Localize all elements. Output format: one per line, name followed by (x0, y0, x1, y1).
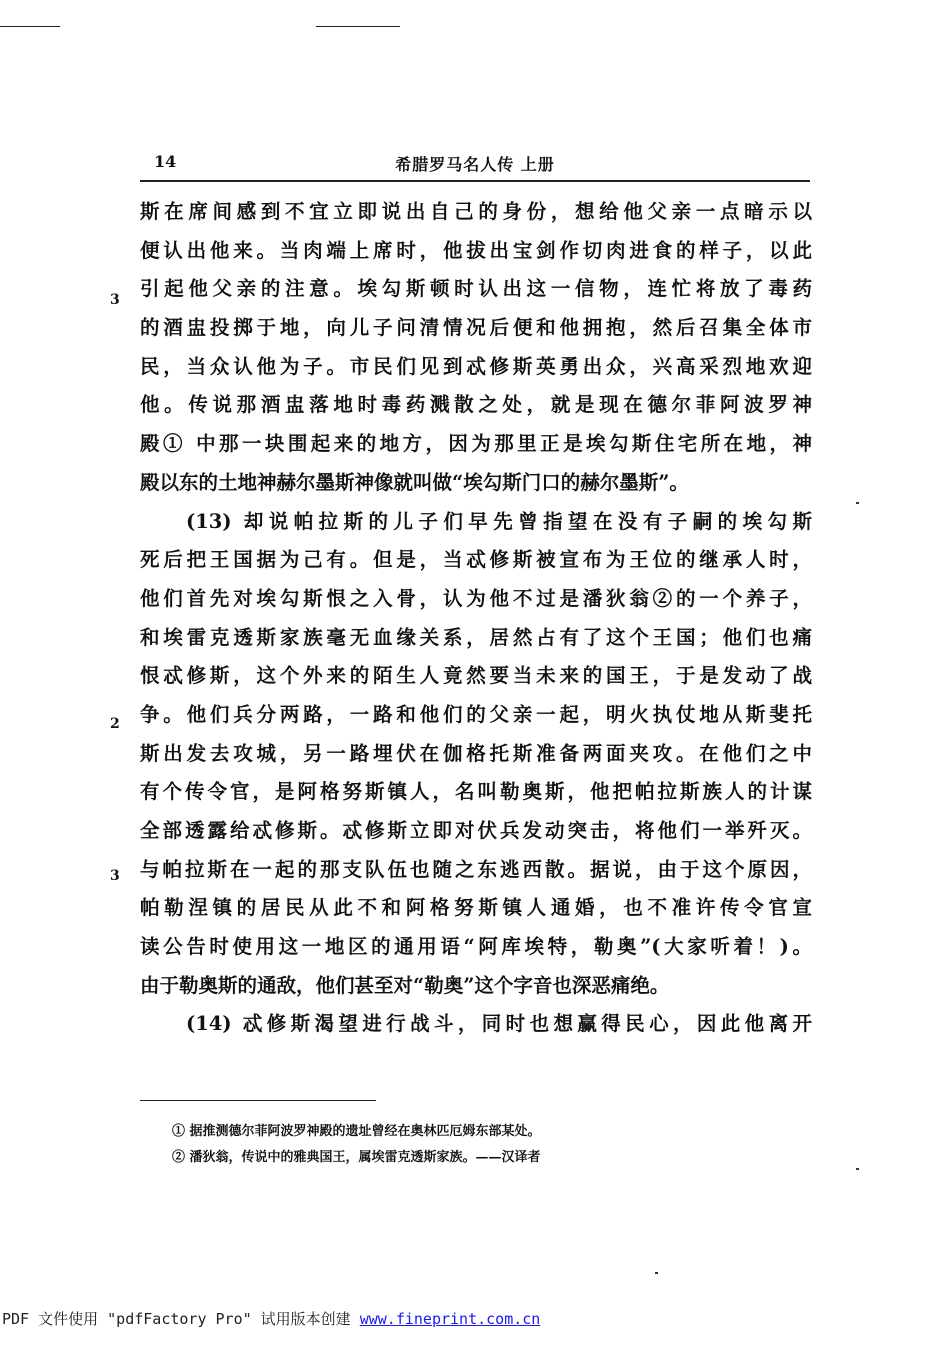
text-line: 全部透露给忒修斯。忒修斯立即对伏兵发动突击，将他们一举歼灭。 (140, 819, 812, 842)
text-line: 的酒盅投掷于地，向儿子问清情况后便和他拥抱，然后召集全体市 (140, 316, 812, 340)
text-line: 争。他们兵分两路，一路和他们的父亲一起，明火执仗地从斯斐托 (140, 702, 812, 726)
text-line: 和埃雷克透斯家族毫无血缘关系，居然占有了这个王国；他们也痛 (140, 625, 812, 649)
text-line: 有个传令官，是阿格努斯镇人，名叫勒奥斯，他把帕拉斯族人的计谋 (140, 780, 812, 804)
watermark-text: PDF 文件使用 "pdfFactory Pro" 试用版本创建 (2, 1310, 360, 1328)
watermark-link[interactable]: www.fineprint.com.cn (359, 1310, 541, 1328)
scan-speck (856, 1168, 859, 1170)
text-line: 他。传说那酒盅落地时毒药溅散之处，就是现在德尔菲阿波罗神 (140, 393, 812, 417)
text-line: 斯在席间感到不宜立即说出自己的身份，想给他父亲一点暗示以 (140, 200, 812, 223)
footnote-1: ① 据推测德尔菲阿波罗神殿的遗址曾经在奥林匹厄姆东部某处。 (172, 1124, 541, 1139)
header-rule (140, 180, 810, 182)
text-line: 他们首先对埃勾斯恨之入骨，认为他不过是潘狄翁②的一个养子， (140, 586, 812, 610)
text-line: 民，当众认他为子。市民们见到忒修斯英勇出众，兴高采烈地欢迎 (140, 354, 812, 378)
text-line: 斯出发去攻城，另一路埋伏在伽格托斯准备两面夹攻。在他们之中 (140, 741, 812, 765)
text-line: 与帕拉斯在一起的那支队伍也随之东逃西散。据说，由于这个原因， (140, 857, 812, 881)
text-line: 读公告时使用这一地区的通用语“阿库埃特，勒奥”(大家听着！)。 (140, 935, 812, 959)
text-line: 殿以东的土地神赫尔墨斯神像就叫做“埃勾斯门口的赫尔墨斯”。 (140, 470, 689, 494)
text-line: 引起他父亲的注意。埃勾斯顿时认出这一信物，连忙将放了毒药 (140, 277, 812, 301)
margin-mark: 2 (110, 716, 120, 732)
paragraph-13-start: (13) 却说帕拉斯的儿子们早先曾指望在没有子嗣的埃勾斯 (186, 509, 812, 533)
margin-mark: 3 (110, 868, 120, 884)
text-line: 便认出他来。当肉端上席时，他拔出宝剑作切肉进食的样子，以此 (140, 238, 812, 262)
scan-artifact-line (316, 26, 400, 27)
body-text (140, 193, 812, 1044)
text-line: 帕勒涅镇的居民从此不和阿格努斯镇人通婚，也不准许传令官宣 (140, 896, 812, 920)
footnote-2: ② 潘狄翁，传说中的雅典国王，属埃雷克透斯家族。——汉译者 (172, 1150, 541, 1165)
text-line: 由于勒奥斯的通敌，他们甚至对“勒奥”这个字音也深恶痛绝。 (140, 973, 670, 997)
running-header (140, 150, 810, 180)
text-line: 死后把王国据为己有。但是，当忒修斯被宣布为王位的继承人时， (140, 548, 812, 572)
page-number: 14 (154, 152, 177, 171)
scan-speck (856, 502, 859, 504)
footnote-rule (140, 1100, 376, 1101)
paragraph-14-start: (14) 忒修斯渴望进行战斗，同时也想赢得民心，因此他离开 (186, 1012, 812, 1036)
scan-artifact-line (0, 26, 60, 27)
scan-speck (655, 1272, 658, 1274)
pdf-watermark (2, 1308, 540, 1329)
text-line: 殿① 中那一块围起来的地方，因为那里正是埃勾斯住宅所在地，神 (140, 432, 812, 456)
running-title: 希腊罗马名人传 上册 (395, 155, 555, 174)
margin-mark: 3 (110, 292, 120, 308)
text-line: 恨忒修斯，这个外来的陌生人竟然要当未来的国王，于是发动了战 (140, 664, 812, 688)
